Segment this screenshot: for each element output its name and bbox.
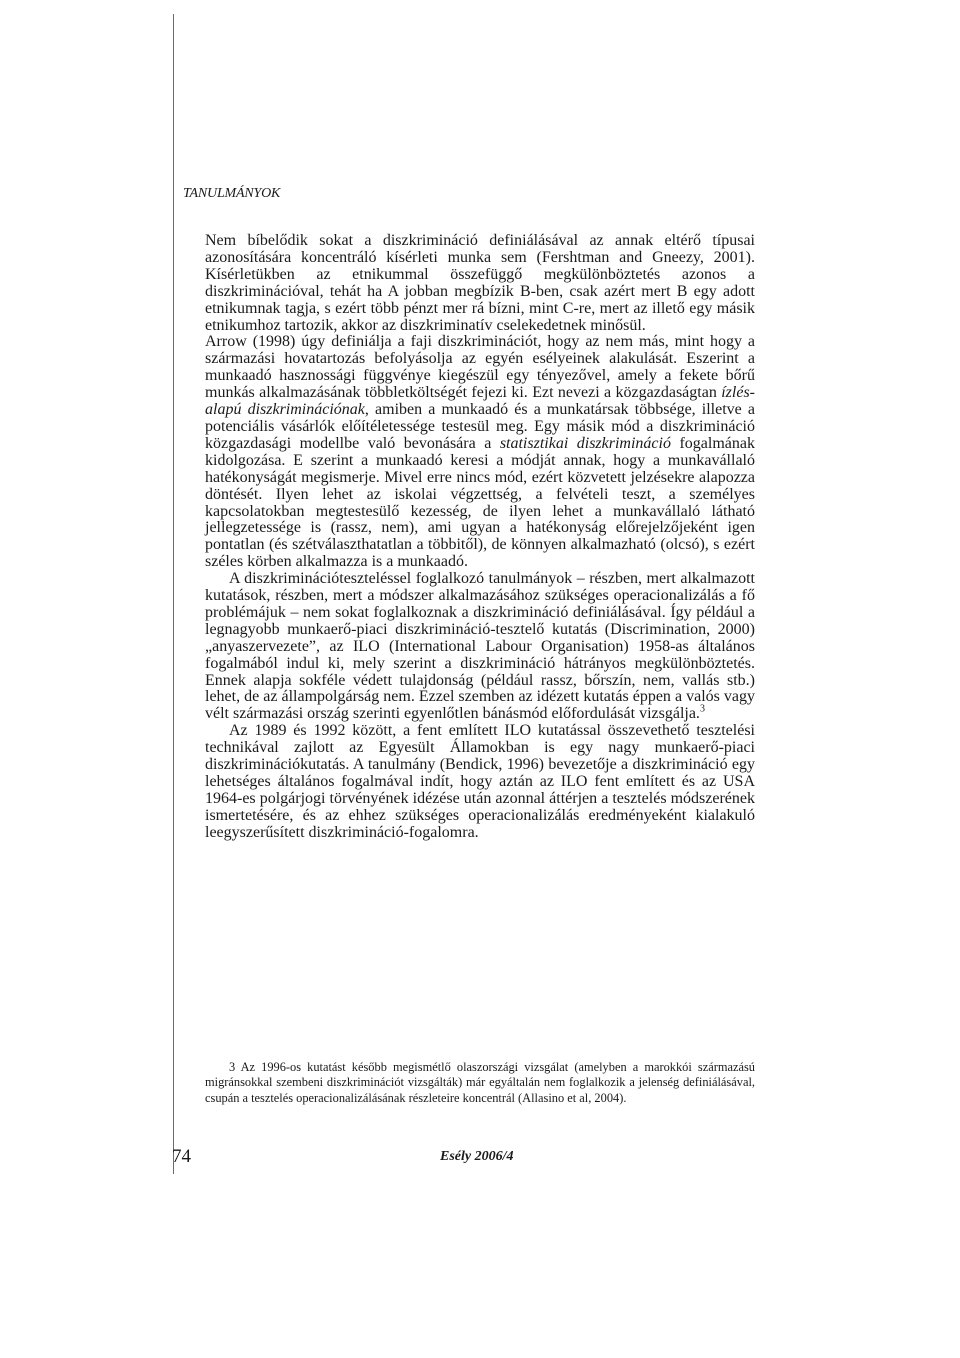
paragraph-2-part-b: , amiben a munkaadó és a munkatársak többsége, illetve a potenciális vásárlók előítéletessége testesül meg. Egy másik mód a diszkrimináció közgazdasági modellbe való bevonására a [205,401,755,452]
footnote-reference: 3 [699,704,705,716]
footnote [205,1060,755,1106]
paragraph-3-text: A diszkriminációteszteléssel foglalkozó tanulmányok – részben, mert alkalmazott kutatások, részben, mert a módszer alkalmazásához szükséges operacionalizálás a fő problémájuk – nem sokat foglalkoznak a diszkrimináció definiálásával. Így például a legnagyobb munkaerő-piaci diszkrimináció-tesztelő kutatás (Discrimination, 2000) „anyaszervezete”, az ILO (International Labour Organisation) 1958-as általános fogalmából indul ki, mely szerint a diszkrimináció hátrányos megkülönböztetés. Ennek alapja sokféle védett tulajdonság (például rassz, bőrszín, nem, vallás stb.) lehet, de az állampolgárság nem. Ezzel szemben az idézett kutatás éppen a valós vagy vélt származási ország szerinti egyenlőtlen bánásmód előfordulását vizsgálja. [205,570,755,723]
paragraph-3 [205,571,755,723]
margin-rule [173,14,174,1174]
paragraph-2-part-c: fogalmának kidolgozása. E szerint a munkaadó keresi a módját annak, hogy a munkavállaló hatékonyságát megismerje. Mivel erre nincs mód, ezért közvetett jelzésekre alapozza döntését. Ilyen lehet az iskolai végzettség, a felvételi teszt, a személyes kapcsolatokban megtestesülő kezesség, de ilyen lehet a munkavállaló látható jellegzetessége is (rassz, nem), ami ugyan a hatékonyság előrejelzőjeként igen pontatlan (és szétválaszthatatlan a többitől), de könnyen alkalmazható (olcsó), s ezért széles körben alkalmazza is a munkaadó. [205,434,756,571]
emphasis-statistical: statisztikai diszkrimináció [499,434,671,452]
emphasis-taste-based: ízlés-alapú diszkriminációnak [205,384,755,419]
footnote-text: 3 Az 1996-os kutatást később megismétlő olaszországi vizsgálat (amelyben a marokkói származású migránsokkal szembeni diszkriminációt vizsgálták) már egyáltalán nem foglalkozik a jelenség definiálásával, csupán a tesztelés operacionalizálásának részleteire koncentrál (Allasino et al, 2004). [205,1060,755,1105]
paragraph-2-part-a: Arrow (1998) úgy definiálja a faji diszkriminációt, hogy az nem más, mint hogy a származási hovatartozás befolyásolja az egyén esélyeinek alakulását. Eszerint a munkaadó hasznossági függvénye kiegészül egy tényezővel, amely a fekete bőrű munkás alkalmazásának többletköltségét fejezi ki. Ezt nevezi a közgazdaságtan [205,333,755,402]
page-number: 74 [172,1146,191,1167]
paragraph-2 [205,334,755,571]
journal-title: Esély 2006/4 [440,1149,514,1164]
body-text [205,233,755,842]
section-label: TANULMÁNYOK [183,186,281,201]
paragraph-4: Az 1989 és 1992 között, a fent említett ILO kutatással összevethető tesztelési technikával zajlott az Egyesült Államokban is egy nagy munkaerő-piaci diszkriminációkutatás. A tanulmány (Bendick, 1996) bevezetője a diszkrimináció egy lehetséges általános fogalmával indít, hogy aztán az ILO fent említett és az USA 1964-es polgárjogi törvényének idézése után azonnal áttérjen a tesztelés módszerének ismertetésére, és az ehhez szükséges operacionalizálás eredményeként kialakuló leegyszerűsített diszkrimináció-fogalomra. [205,722,755,841]
paragraph-1: Nem bíbelődik sokat a diszkrimináció definiálásával az annak eltérő típusai azonosítására koncentráló kísérleti munka sem (Fershtman and Gneezy, 2001). Kísérletükben az etnikummal összefüggő megkülönböztetés azonos a diszkriminációval, tehát ha A jobban megbízik B-ben, csak azért mert B egy adott etnikumnak tagja, s ezért több pénzt mer rá bízni, mint C-re, mert az illető egy másik etnikumhoz tartozik, akkor az diszkriminatív cselekedetnek minősül. [205,232,755,334]
